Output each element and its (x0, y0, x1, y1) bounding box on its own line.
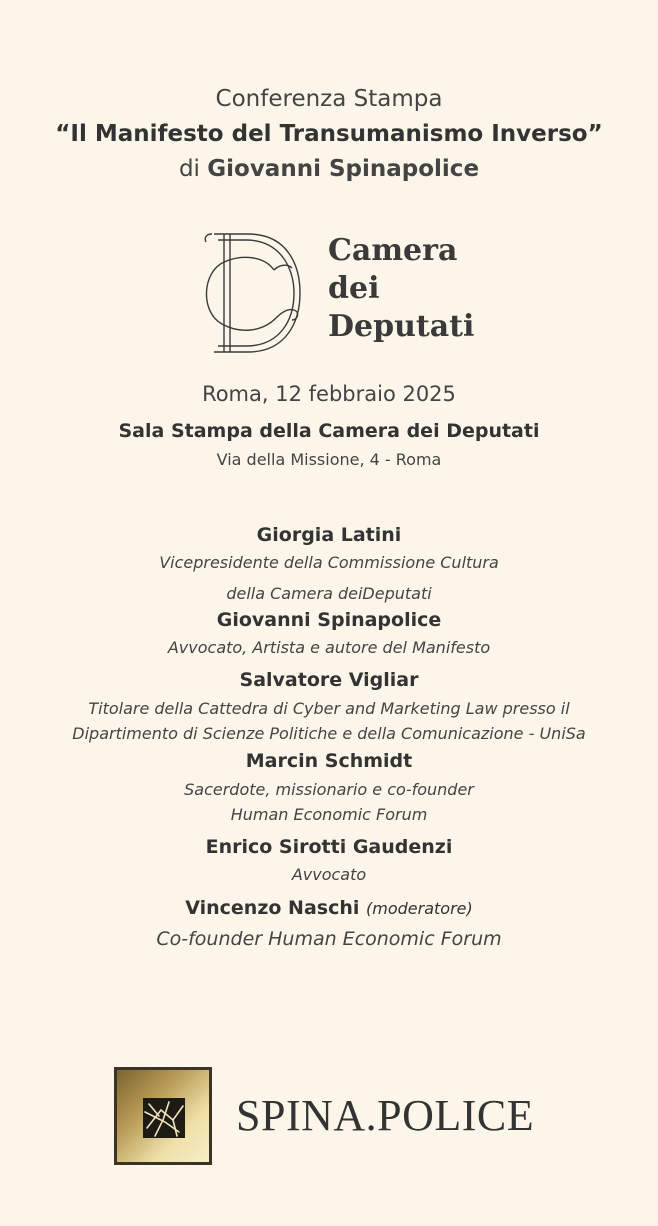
moderator-note: (moderatore) (366, 899, 473, 918)
speaker-role: Sacerdote, missionario e co-founder (184, 780, 474, 799)
event-venue: Sala Stampa della Camera dei Deputati (118, 420, 540, 442)
camera-dei-deputati-monogram-icon (196, 228, 306, 358)
event-address: Via della Missione, 4 - Roma (216, 450, 442, 469)
header-subtitle: Conferenza Stampa (215, 86, 443, 112)
conference-title: “Il Manifesto del Transumanismo Inverso” (55, 121, 603, 147)
speaker-role: Dipartimento di Scienze Politiche e della Comunicazione - UniSa (72, 724, 586, 743)
speaker-name: Marcin Schmidt (245, 750, 413, 772)
speaker-name: Giorgia Latini (256, 524, 402, 546)
author-prefix: di (178, 156, 208, 182)
author-name: Giovanni Spinapolice (207, 156, 480, 182)
speaker-role: Co-founder Human Economic Forum (156, 928, 502, 950)
speaker-role: Human Economic Forum (230, 805, 428, 824)
speaker-role: della Camera deiDeputati (226, 584, 432, 603)
speaker-name: Salvatore Vigliar (239, 669, 419, 691)
speaker-name: Vincenzo Naschi (185, 897, 360, 919)
speaker-role: Titolare della Cattedra di Cyber and Marketing Law presso il (88, 699, 570, 718)
brand-logo-box (114, 1067, 212, 1165)
speaker-role: Vicepresidente della Commissione Cultura (159, 553, 499, 572)
author-line (0, 156, 658, 182)
moderator-line (0, 897, 658, 919)
institution-name-line1: Camera (328, 233, 458, 268)
speaker-name: Giovanni Spinapolice (216, 609, 442, 631)
speaker-role: Avvocato, Artista e autore del Manifesto (167, 638, 491, 657)
institution-name (328, 232, 474, 346)
spina-police-emblem-icon (143, 1098, 185, 1138)
speaker-name: Enrico Sirotti Gaudenzi (205, 836, 453, 858)
institution-name-line3: Deputati (328, 309, 475, 344)
event-date: Roma, 12 febbraio 2025 (202, 382, 456, 406)
speaker-role: Avvocato (291, 865, 367, 884)
institution-name-line2: dei (328, 271, 380, 306)
brand-name: SPINA.POLICE (236, 1091, 535, 1140)
